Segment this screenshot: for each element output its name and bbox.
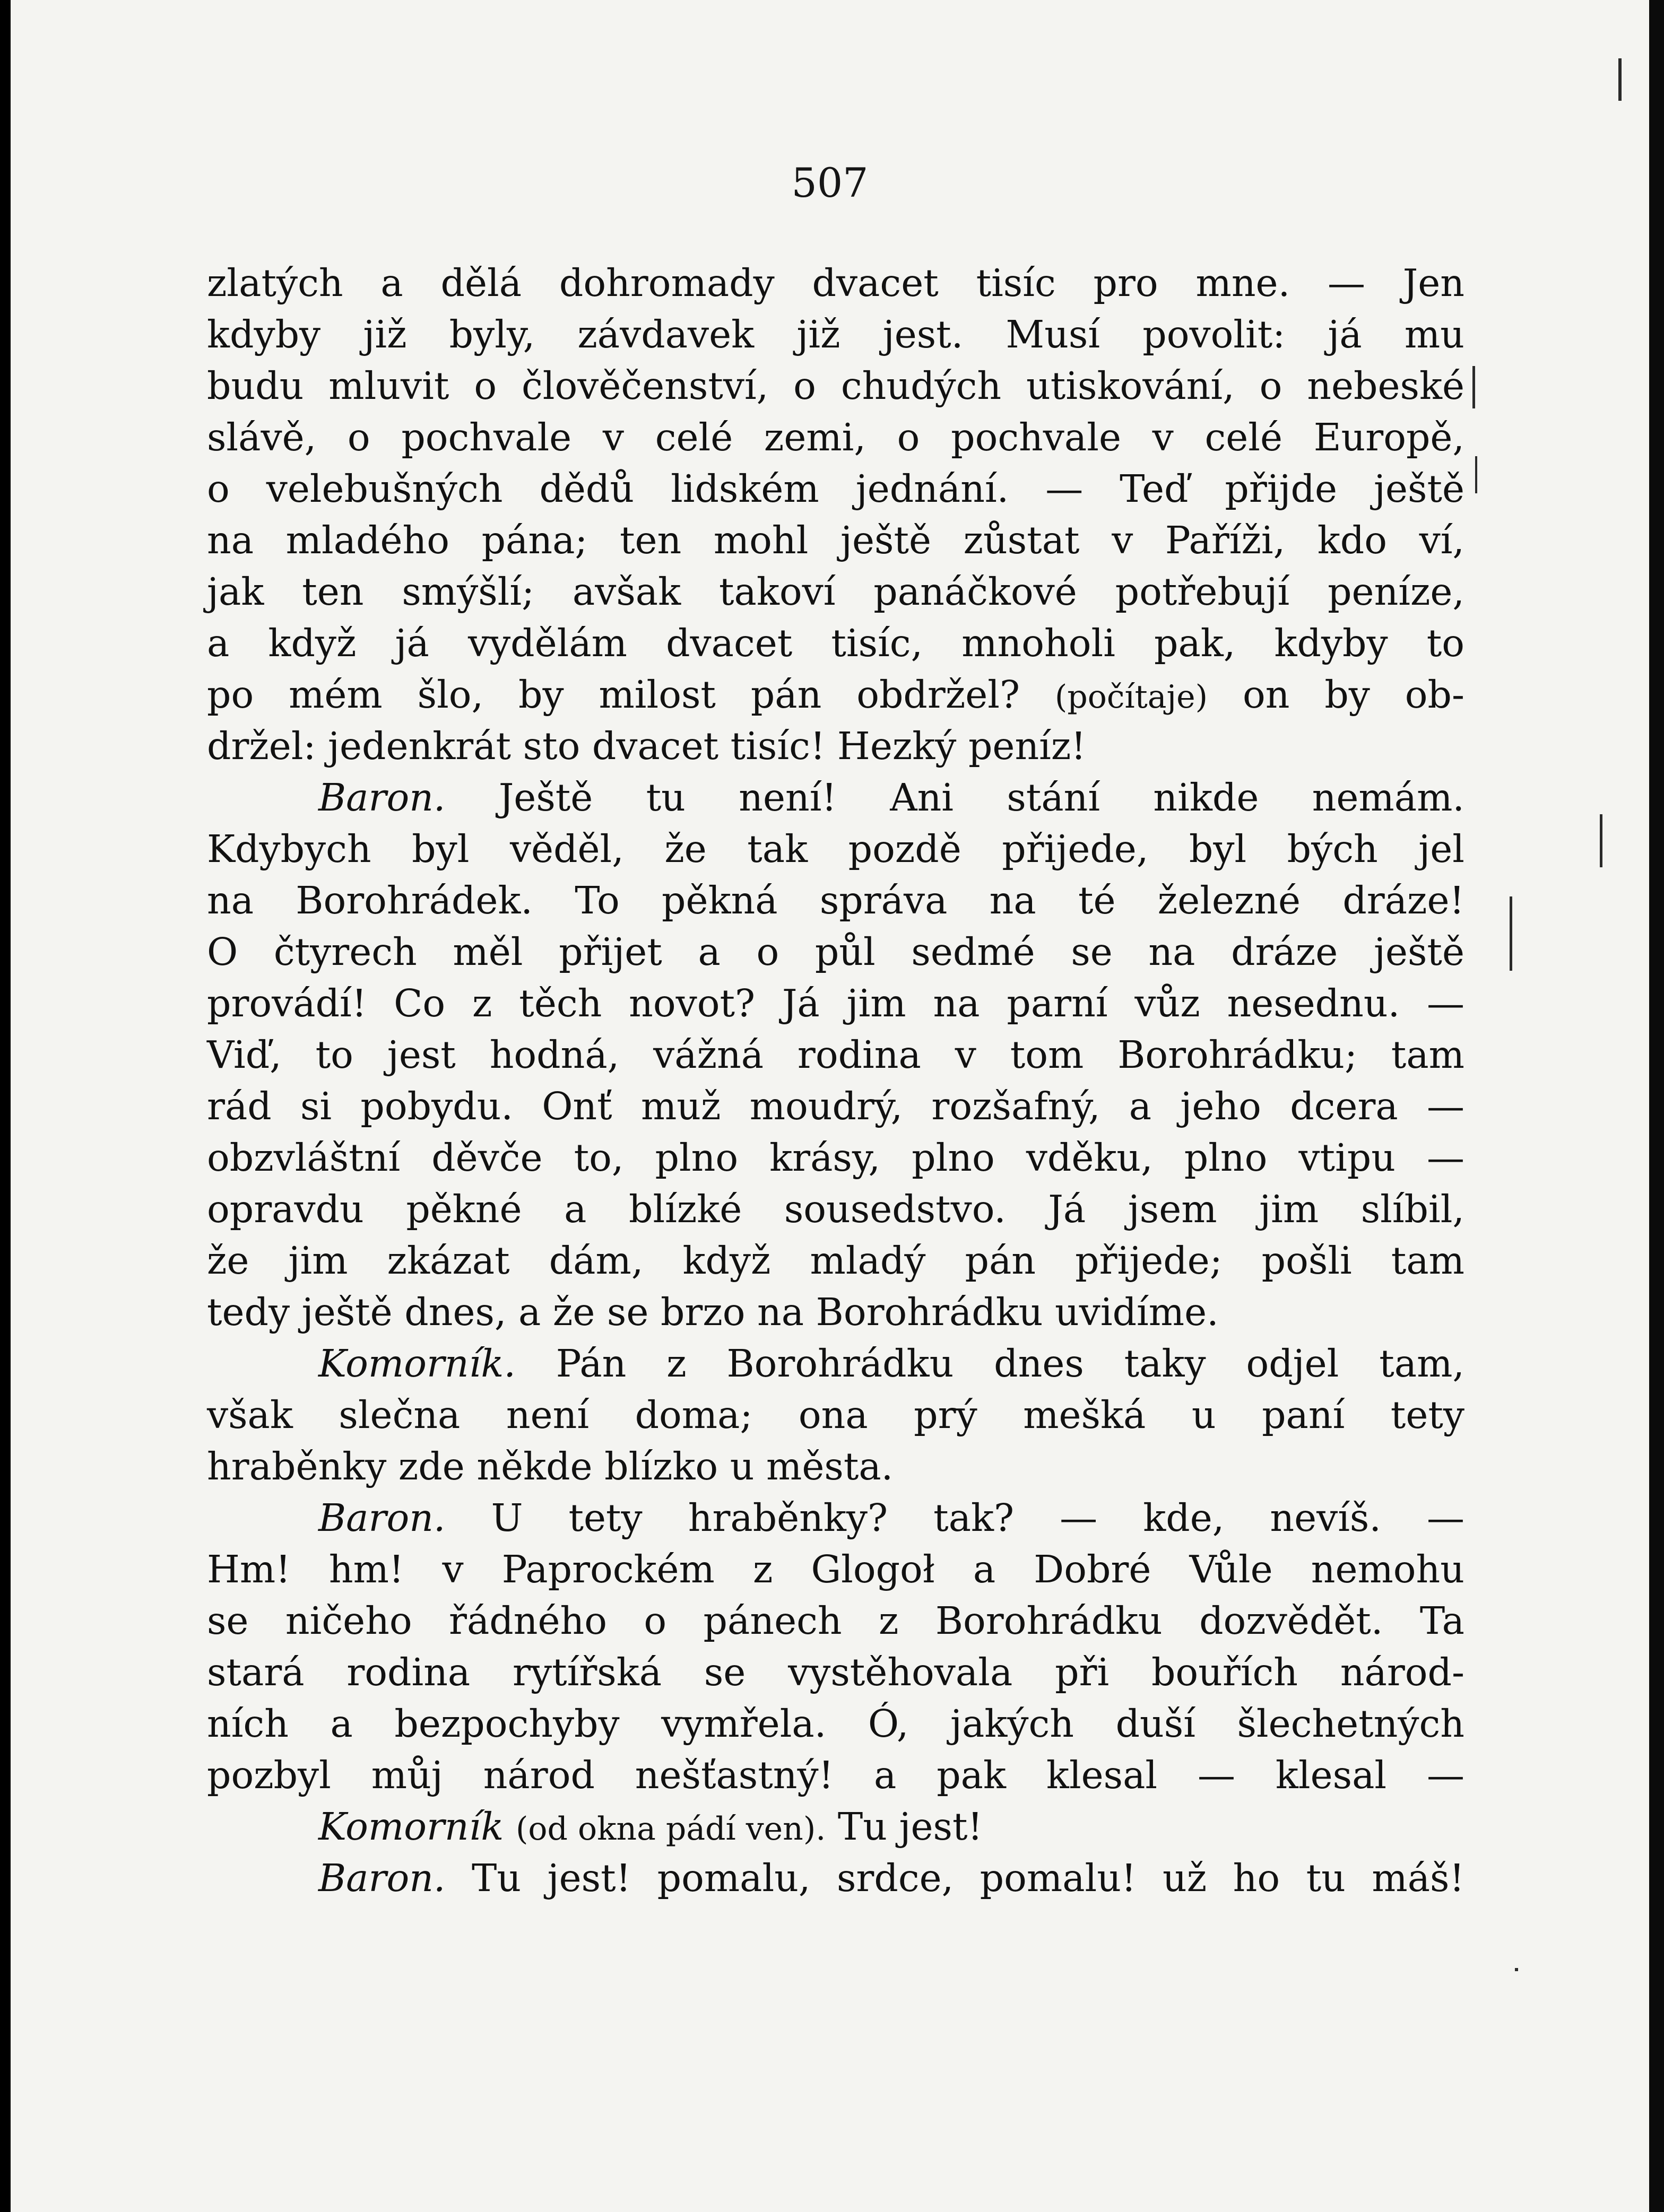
text-line: provádí! Co z těch novot? Já jim na parní vůz nesednu. — — [207, 981, 1464, 1025]
scan-right-edge — [1649, 0, 1664, 2212]
text-line: že jim zkázat dám, když mladý pán přijede; pošli tam — [207, 1239, 1464, 1283]
speaker-name: Komorník — [318, 1805, 504, 1849]
scan-speck — [1600, 814, 1602, 867]
text-line: zlatých a dělá dohromady dvacet tisíc pro mne. — Jen — [207, 261, 1464, 305]
text-line: o velebušných dědů lidském jednání. — Teď přijde ještě — [207, 467, 1464, 511]
dialogue-line: Baron. U tety hraběnky? tak? — kde, nevíš. — — [318, 1496, 1464, 1540]
speaker-name: Baron. — [318, 1496, 446, 1540]
text-line: Kdybych byl věděl, že tak pozdě přijede, byl bých jel — [207, 827, 1464, 871]
scan-speck — [1510, 896, 1512, 971]
text-line: kdyby již byly, závdavek již jest. Musí povolit: já mu — [207, 312, 1464, 356]
page-number: 507 — [791, 159, 869, 206]
text-line: O čtyrech měl přijet a o půl sedmé se na dráze ještě — [207, 930, 1464, 974]
dialogue-line: Baron. Tu jest! pomalu, srdce, pomalu! už ho tu máš! — [318, 1856, 1465, 1900]
scan-speck — [1618, 58, 1622, 101]
text-line: Viď, to jest hodná, vážná rodina v tom Borohrádku; tam — [207, 1033, 1464, 1077]
text-line: však slečna není doma; ona prý mešká u paní tety — [207, 1393, 1464, 1437]
text-line: držel: jedenkrát sto dvacet tisíc! Hezký peníz! — [207, 724, 1086, 768]
dialogue-line: Komorník (od okna pádí ven). Tu jest! — [318, 1805, 983, 1849]
text-line: hraběnky zde někde blízko u města. — [207, 1444, 894, 1488]
text-line: po mém šlo, by milost pán obdržel? (počítaje) on by ob- — [207, 673, 1464, 717]
text-line: tedy ještě dnes, a že se brzo na Borohrádku uvidíme. — [207, 1290, 1219, 1334]
text-line: obzvláštní děvče to, plno krásy, plno vděku, plno vtipu — — [207, 1136, 1464, 1180]
text-line: stará rodina rytířská se vystěhovala při bouřích národ- — [207, 1650, 1464, 1694]
text-line: slávě, o pochvale v celé zemi, o pochvale v celé Europě, — [207, 415, 1464, 459]
speaker-name: Baron. — [318, 1856, 446, 1900]
text-line: se ničeho řádného o pánech z Borohrádku dozvědět. Ta — [207, 1599, 1464, 1643]
text-line: rád si pobydu. Onť muž moudrý, rozšafný, a jeho dcera — — [207, 1084, 1464, 1128]
scan-speck — [1475, 456, 1477, 493]
text-line: pozbyl můj národ nešťastný! a pak klesal — klesal — — [207, 1753, 1464, 1797]
scan-speck — [1515, 1968, 1518, 1971]
speaker-name: Komorník. — [318, 1342, 516, 1386]
stage-direction: (počítaje) — [1054, 678, 1208, 716]
dialogue-line: Komorník. Pán z Borohrádku dnes taky odjel tam, — [318, 1342, 1464, 1386]
text-line: budu mluvit o člověčenství, o chudých utiskování, o nebeské — [207, 364, 1464, 408]
stage-direction: (od okna pádí ven). — [515, 1810, 826, 1848]
text-line: na Borohrádek. To pěkná správa na té železné dráze! — [207, 878, 1464, 922]
text-line: opravdu pěkné a blízké sousedstvo. Já jsem jim slíbil, — [207, 1187, 1464, 1231]
text-line: jak ten smýšlí; avšak takoví panáčkové potřebují peníze, — [207, 570, 1464, 614]
dialogue-line: Baron. Ještě tu není! Ani stání nikde nemám. — [318, 776, 1464, 820]
text-line: Hm! hm! v Paprockém z Glogoł a Dobré Vůle nemohu — [207, 1547, 1464, 1591]
scan-left-edge — [0, 0, 11, 2212]
scan-speck — [1472, 366, 1475, 408]
speaker-name: Baron. — [318, 776, 446, 820]
page-text — [207, 257, 1464, 1904]
text-line: ních a bezpochyby vymřela. Ó, jakých duší šlechetných — [207, 1702, 1464, 1746]
book-page — [11, 0, 1649, 2212]
text-line: na mladého pána; ten mohl ještě zůstat v Paříži, kdo ví, — [207, 518, 1464, 562]
text-line: a když já vydělám dvacet tisíc, mnoholi pak, kdyby to — [207, 621, 1464, 665]
